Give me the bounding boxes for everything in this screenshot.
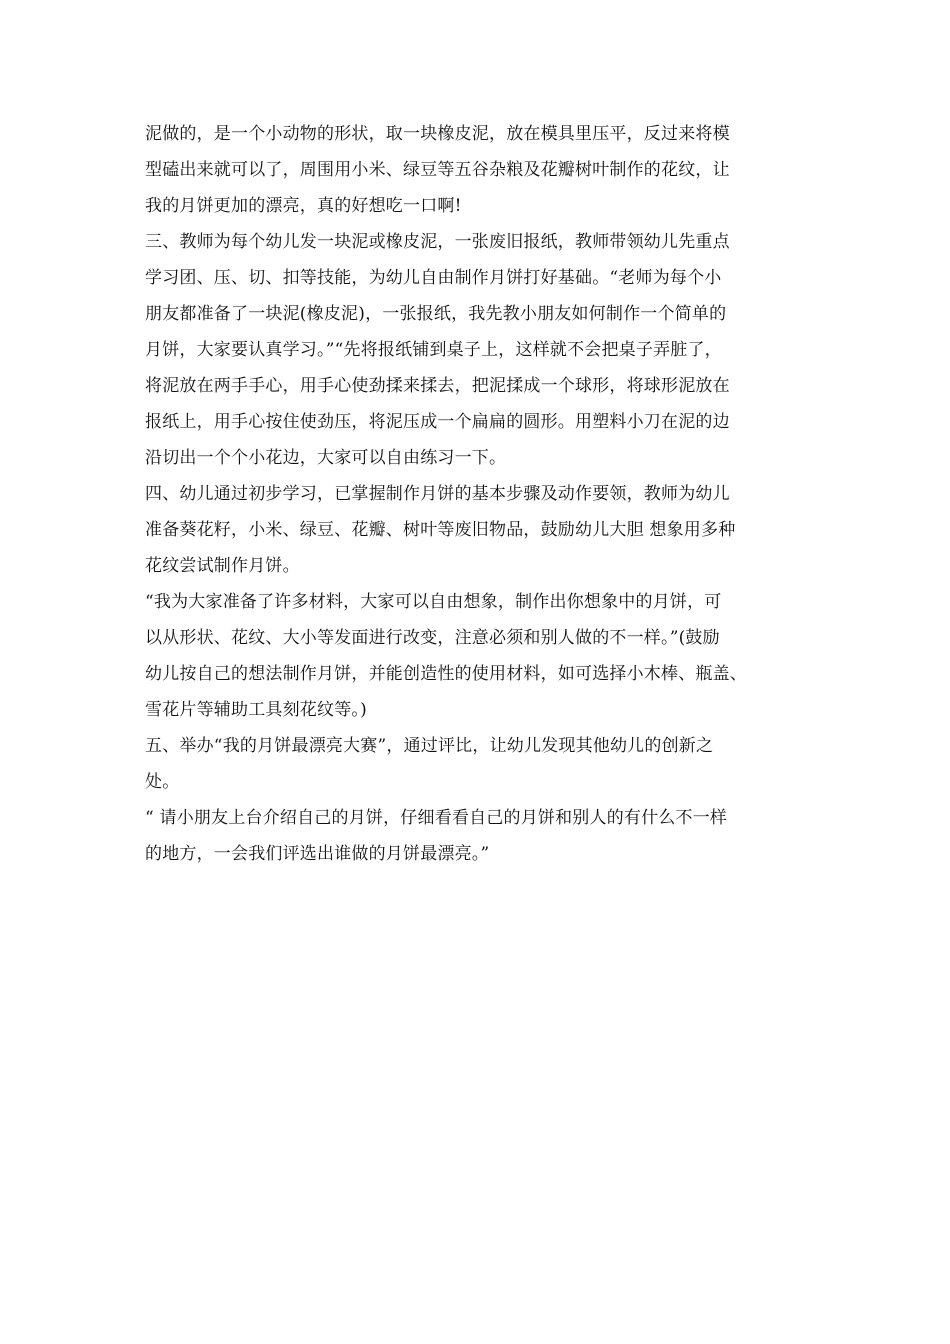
text-line: 沿切出一个个小花边，大家可以自由练习一下。 bbox=[145, 448, 507, 468]
text-line: 五、举办“我的月饼最漂亮大赛”，通过评比，让幼儿发现其他幼儿的创新之 bbox=[145, 736, 714, 756]
text-line: 月饼，大家要认真学习。”“先将报纸铺到桌子上，这样就不会把桌子弄脏了， bbox=[145, 340, 722, 360]
text-line: 学习团、压、切、扣等技能，为幼儿自由制作月饼打好基础。“老师为每个小 bbox=[145, 268, 722, 288]
text-line: 准备葵花籽，小米、绿豆、花瓣、树叶等废旧物品，鼓励幼儿大胆 想象用多种 bbox=[145, 520, 736, 540]
text-line: “我为大家准备了许多材料，大家可以自由想象，制作出你想象中的月饼，可 bbox=[145, 592, 722, 612]
text-line: 花纹尝试制作月饼。 bbox=[145, 556, 300, 576]
text-line: 以从形状、花纹、大小等发面进行改变，注意必须和别人做的不一样。”(鼓励 bbox=[145, 628, 720, 648]
text-line: 四、幼儿通过初步学习，已掌握制作月饼的基本步骤及动作要领，教师为幼儿 bbox=[145, 484, 730, 504]
text-line: “ 请小朋友上台介绍自己的月饼，仔细看看自己的月饼和别人的有什么不一样 bbox=[145, 808, 728, 828]
text-line: 的地方，一会我们评选出谁做的月饼最漂亮。” bbox=[145, 844, 490, 864]
text-line: 将泥放在两手手心，用手心使劲揉来揉去，把泥揉成一个球形，将球形泥放在 bbox=[145, 376, 730, 396]
text-line: 雪花片等辅助工具刻花纹等。) bbox=[145, 700, 367, 720]
text-line: 泥做的，是一个小动物的形状，取一块橡皮泥，放在模具里压平，反过来将模 bbox=[145, 124, 730, 144]
text-line: 我的月饼更加的漂亮，真的好想吃一口啊! bbox=[145, 196, 462, 216]
text-line: 型磕出来就可以了，周围用小米、绿豆等五谷杂粮及花瓣树叶制作的花纹，让 bbox=[145, 160, 730, 180]
text-line: 幼儿按自己的想法制作月饼，并能创造性的使用材料，如可选择小木棒、瓶盖、 bbox=[145, 664, 747, 684]
text-line: 朋友都准备了一块泥(橡皮泥)，一张报纸，我先教小朋友如何制作一个简单的 bbox=[145, 304, 727, 324]
text-line: 处。 bbox=[145, 772, 180, 792]
text-line: 三、教师为每个幼儿发一块泥或橡皮泥，一张废旧报纸，教师带领幼儿先重点 bbox=[145, 232, 730, 252]
text-line: 报纸上，用手心按住使劲压，将泥压成一个扁扁的圆形。用塑料小刀在泥的边 bbox=[145, 412, 730, 432]
